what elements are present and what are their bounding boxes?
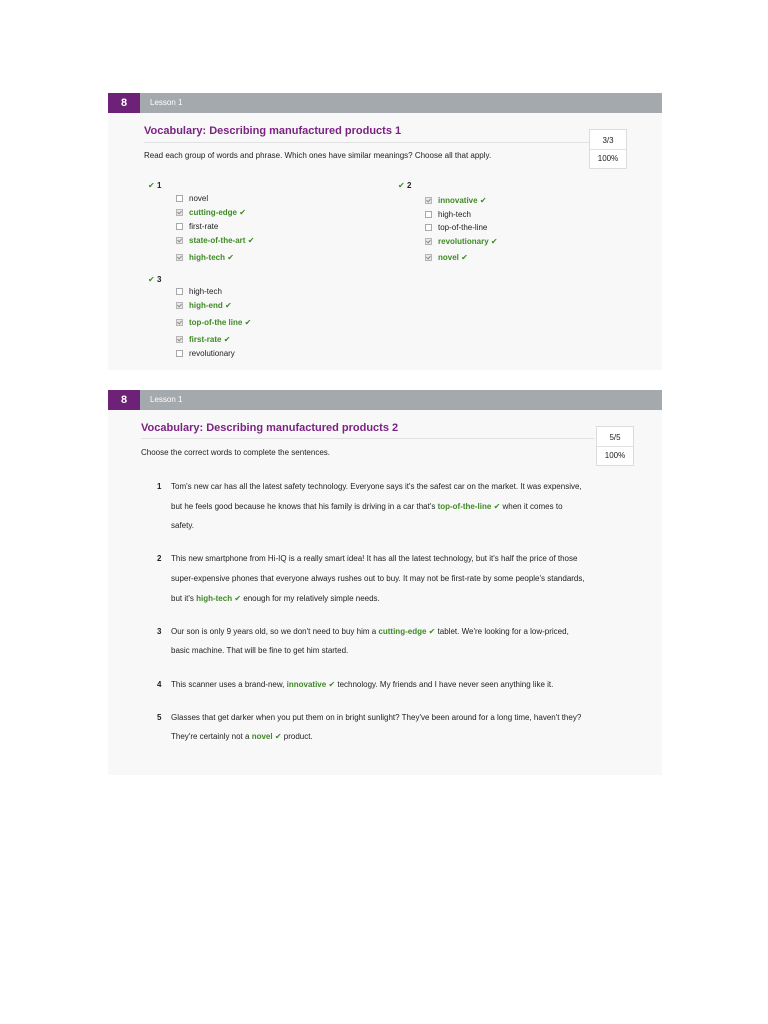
sentence-line: basic machine. That will be fine to get him started.	[171, 646, 349, 655]
unit-number-badge: 8	[108, 93, 140, 113]
check-icon: ✔	[479, 196, 487, 205]
checkbox[interactable]	[425, 224, 432, 231]
checkbox-checked[interactable]	[425, 254, 432, 261]
checkbox-checked[interactable]	[425, 197, 432, 204]
sentence-text: but he feels good because he knows that his family is driving in a car that's	[171, 502, 438, 511]
score-box	[596, 426, 634, 466]
checkbox[interactable]	[176, 195, 183, 202]
option-label: innovative	[438, 196, 478, 205]
checkbox[interactable]	[425, 211, 432, 218]
checkbox[interactable]	[176, 350, 183, 357]
check-icon: ✔	[225, 301, 232, 310]
sentence-line	[171, 594, 380, 603]
exercise-section-2	[108, 390, 662, 775]
lesson-label: Lesson 1	[150, 395, 183, 404]
sentence-text: enough for my relatively simple needs.	[241, 594, 380, 603]
score-percent: 100%	[597, 154, 619, 163]
checkbox-checked[interactable]	[176, 302, 183, 309]
title-divider	[141, 438, 594, 439]
option-label: high-tech	[438, 210, 471, 219]
option-novel[interactable]	[425, 253, 468, 265]
option-state-of-the-art[interactable]	[176, 236, 254, 248]
checkbox-checked[interactable]	[176, 237, 183, 244]
option-label: cutting-edge	[189, 208, 237, 217]
sentence-line	[171, 627, 569, 636]
exercise-section-1	[108, 93, 662, 370]
option-label: first-rate	[189, 222, 219, 231]
option-top-of-the-line[interactable]	[425, 223, 487, 235]
sentence-line: Tom's new car has all the latest safety technology. Everyone says it's the safest car on the market. It was expensive,	[171, 482, 582, 491]
exercise-instructions: Choose the correct words to complete the sentences.	[141, 448, 330, 457]
check-icon: ✔	[223, 335, 231, 344]
sentence-number: 5	[157, 713, 162, 722]
score-value: 5/5	[609, 433, 621, 442]
sentence-text: This scanner uses a brand-new,	[171, 680, 287, 689]
checkbox-checked[interactable]	[425, 238, 432, 245]
score-percent: 100%	[604, 451, 626, 460]
option-label: high-tech	[189, 287, 222, 296]
answer-word[interactable]: top-of-the-line	[437, 502, 492, 511]
group-label: 3	[156, 275, 162, 284]
score-box	[589, 129, 627, 169]
sentence-text: technology. My friends and I have never seen anything like it.	[335, 680, 554, 689]
sentence-line	[171, 680, 553, 689]
sentence-number: 2	[157, 554, 162, 563]
answer-word[interactable]: cutting-edge	[378, 627, 427, 636]
option-high-tech[interactable]	[425, 210, 471, 222]
check-icon: ✔	[428, 627, 436, 636]
check-icon: ✔	[239, 208, 246, 217]
option-first-rate[interactable]	[176, 335, 230, 347]
option-label: first-rate	[189, 335, 222, 344]
option-high-end[interactable]	[176, 301, 232, 313]
sentence-number: 3	[157, 627, 162, 636]
check-icon: ✔	[398, 181, 405, 190]
group-2-heading	[398, 181, 411, 190]
check-icon: ✔	[247, 236, 255, 245]
lesson-bar	[108, 390, 662, 410]
sentence-line: This new smartphone from Hi-IQ is a really smart idea! It has all the latest technology, but it's half the price of those	[171, 554, 578, 563]
option-top-of-the-line[interactable]	[176, 318, 251, 330]
option-label: high-tech	[189, 253, 225, 262]
unit-number-badge: 8	[108, 390, 140, 410]
title-divider	[144, 142, 592, 143]
option-label: revolutionary	[189, 349, 235, 358]
exercise-title: Vocabulary: Describing manufactured products 1	[144, 125, 402, 137]
score-divider	[590, 149, 626, 150]
option-label: novel	[189, 194, 209, 203]
check-icon: ✔	[244, 318, 252, 327]
sentence-text: They're certainly not a	[171, 732, 252, 741]
option-label: revolutionary	[438, 237, 489, 246]
sentence-text: tablet. We're looking for a low-priced,	[435, 627, 569, 636]
option-revolutionary[interactable]	[176, 349, 235, 361]
check-icon: ✔	[274, 732, 282, 741]
option-label: novel	[438, 253, 459, 262]
exercise-instructions: Read each group of words and phrase. Which ones have similar meanings? Choose all that apply.	[144, 151, 492, 160]
group-label: 2	[406, 181, 412, 190]
option-high-tech[interactable]	[176, 253, 234, 265]
check-icon: ✔	[148, 181, 155, 190]
lesson-bar	[108, 93, 662, 113]
sentence-text: product.	[281, 732, 313, 741]
sentence-line: Glasses that get darker when you put them on in bright sunlight? They've been around for a long time, haven't they?	[171, 713, 582, 722]
answer-word[interactable]: innovative	[286, 680, 327, 689]
option-revolutionary[interactable]	[425, 237, 498, 249]
checkbox-checked[interactable]	[176, 209, 183, 216]
checkbox[interactable]	[176, 223, 183, 230]
group-3-heading	[148, 275, 161, 284]
option-cutting-edge[interactable]	[176, 208, 246, 220]
checkbox-checked[interactable]	[176, 319, 183, 326]
exercise-title: Vocabulary: Describing manufactured products 2	[141, 422, 399, 434]
sentence-number: 1	[157, 482, 162, 491]
checkbox[interactable]	[176, 288, 183, 295]
sentence-number: 4	[157, 680, 162, 689]
check-icon: ✔	[493, 502, 501, 511]
option-novel[interactable]	[176, 194, 208, 206]
sentence-line	[171, 732, 313, 741]
score-divider	[597, 446, 633, 447]
sentence-line: super-expensive phones that everyone always rushes out to buy. It may not be first-rate by some people's standards,	[171, 574, 585, 583]
option-label: high-end	[189, 301, 223, 310]
group-label: 1	[156, 181, 162, 190]
option-first-rate[interactable]	[176, 222, 218, 234]
sentence-line: safety.	[171, 521, 194, 530]
check-icon: ✔	[234, 594, 242, 603]
answer-word[interactable]: high-tech	[196, 594, 233, 603]
check-icon: ✔	[490, 237, 498, 246]
option-label: top-of-the line	[189, 318, 243, 327]
score-value: 3/3	[602, 136, 614, 145]
option-label: state-of-the-art	[189, 236, 246, 245]
group-1-heading	[148, 181, 161, 190]
lesson-label: Lesson 1	[150, 98, 183, 107]
checkbox-checked[interactable]	[176, 254, 183, 261]
check-icon: ✔	[328, 680, 336, 689]
option-label: top-of-the-line	[438, 223, 488, 232]
sentence-text: Our son is only 9 years old, so we don't need to buy him a	[171, 627, 379, 636]
option-high-tech[interactable]	[176, 287, 222, 299]
answer-word[interactable]: novel	[251, 732, 273, 741]
sentence-line	[171, 502, 563, 511]
check-icon: ✔	[461, 253, 468, 262]
checkbox-checked[interactable]	[176, 336, 183, 343]
option-innovative[interactable]	[425, 196, 487, 208]
check-icon: ✔	[148, 275, 155, 284]
check-icon: ✔	[227, 253, 234, 262]
sentence-text: but it's	[171, 594, 197, 603]
sentence-text: when it comes to	[500, 502, 563, 511]
